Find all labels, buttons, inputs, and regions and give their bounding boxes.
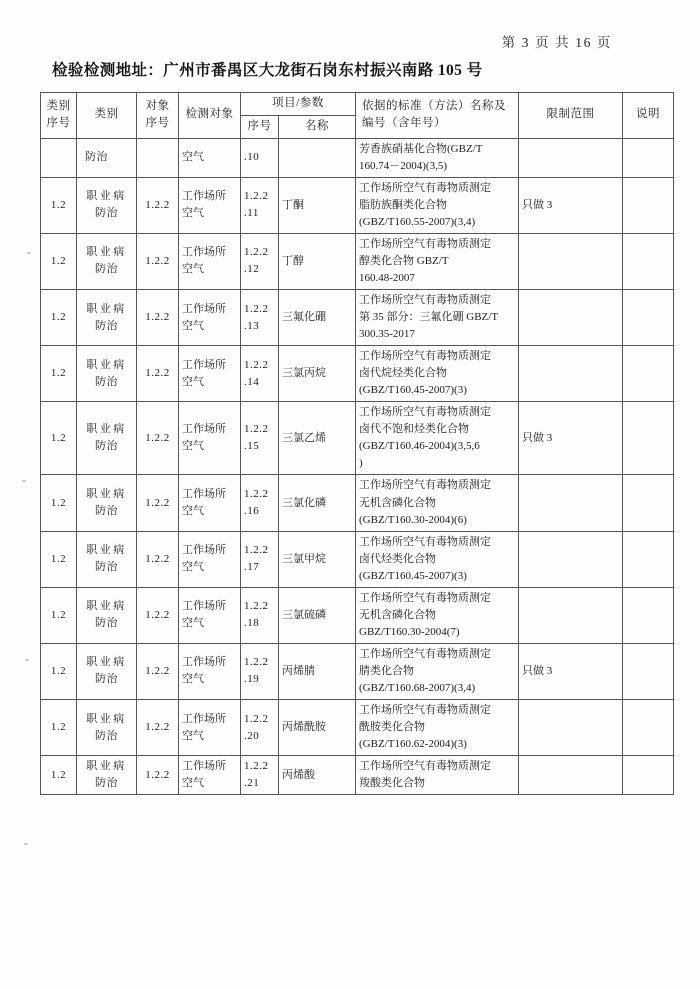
header-item-no: 序号: [241, 115, 279, 138]
cell-category-line1: 职业病: [86, 600, 127, 613]
cell-limit: 只做 3: [519, 177, 623, 233]
cell-standard-line: (GBZ/T160.45-2007)(3): [359, 569, 467, 582]
cell-standard-line: 工作场所空气有毒物质测定: [359, 237, 492, 250]
cell-standard-line: 工作场所空气有毒物质测定: [359, 760, 492, 773]
cell-standard: [356, 290, 519, 346]
cell-category-line2: 防治: [95, 207, 118, 220]
cell-category-line2: 防治: [95, 319, 118, 332]
cell-item-no: [241, 531, 279, 587]
cell-standard-line: 工作场所空气有毒物质测定: [359, 181, 492, 194]
cell-standard: [356, 700, 519, 756]
cell-standard-line: (GBZ/T160.68-2007)(3,4): [359, 681, 476, 694]
cell-item-name: [279, 138, 356, 177]
cell-item-no-line1: 1.2.2: [244, 487, 269, 500]
cell-category: [77, 756, 137, 795]
table-row: [41, 643, 674, 699]
cell-standard-line: 酰胺类化合物: [359, 721, 426, 734]
cell-object-line1: 工作场所: [182, 600, 226, 613]
cell-object-no: 1.2.2: [137, 402, 179, 475]
table-header-row-1: [41, 93, 674, 116]
cell-standard: [356, 138, 519, 177]
cell-object-line2: 空气: [182, 505, 204, 518]
header-standard-line2: 编号（含年号）: [362, 117, 447, 130]
cell-item-no: [241, 475, 279, 531]
cell-object-line1: 空气: [182, 151, 204, 164]
cell-object-no: 1.2.2: [137, 475, 179, 531]
scan-speck: [27, 252, 31, 254]
cell-category-line1: 职业病: [86, 246, 127, 259]
cell-item-no-line1: 1.2.2: [244, 544, 269, 557]
cell-item-name: 丙烯腈: [279, 643, 356, 699]
cell-item-no-line2: .19: [244, 673, 260, 686]
table-row: [41, 475, 674, 531]
cell-item-name: 三氯乙烯: [279, 402, 356, 475]
page-number: 第 3 页 共 16 页: [501, 35, 612, 50]
cell-object: [179, 290, 241, 346]
inspection-address-line: 检验检测地址：广州市番禺区大龙街石岗东村振兴南路 105 号: [52, 62, 483, 79]
cell-item-no-line1: 1.2.2: [244, 190, 269, 203]
cell-standard-line: (GBZ/T160.30-2004)(6): [359, 513, 467, 526]
cell-category: [77, 643, 137, 699]
scan-speck: [24, 843, 28, 845]
table-row: [41, 138, 674, 177]
cell-item-no-line1: 1.2.2: [244, 600, 269, 613]
cell-standard-line: 醇类化合物 GBZ/T: [359, 254, 449, 267]
cell-item-no-line2: .16: [244, 505, 260, 518]
cell-item-name: 丁酮: [279, 177, 356, 233]
table-row: [41, 402, 674, 475]
cell-category: [77, 531, 137, 587]
cell-standard-line: 羧酸类化合物: [359, 777, 426, 790]
cell-note: [623, 290, 674, 346]
table-row: [41, 531, 674, 587]
cell-item-name: 三氯丙烷: [279, 346, 356, 402]
table-row: [41, 346, 674, 402]
cell-standard-line: 无机含磷化合物: [359, 496, 437, 509]
cell-category-no: 1.2: [41, 290, 77, 346]
cell-object-no: 1.2.2: [137, 233, 179, 289]
cell-standard-line: (GBZ/T160.45-2007)(3): [359, 384, 467, 397]
cell-item-name: 三氟化硼: [279, 290, 356, 346]
cell-item-name: 三氯硫磷: [279, 587, 356, 643]
cell-item-no: [241, 177, 279, 233]
cell-object: [179, 531, 241, 587]
table-row: [41, 756, 674, 795]
cell-object-no: 1.2.2: [137, 177, 179, 233]
cell-limit: 只做 3: [519, 643, 623, 699]
cell-item-no-line2: .14: [244, 375, 260, 388]
cell-standard: [356, 587, 519, 643]
table-row: [41, 233, 674, 289]
cell-standard-line: 卤代烃类化合物: [359, 552, 437, 565]
cell-object-line2: 空气: [182, 777, 204, 790]
cell-category-no: 1.2: [41, 475, 77, 531]
cell-object: [179, 177, 241, 233]
cell-category-no: 1.2: [41, 346, 77, 402]
cell-limit: [519, 138, 623, 177]
cell-category-line1: 职业病: [86, 302, 127, 315]
header-object-no: [137, 93, 179, 139]
header-item-group: 项目/参数: [241, 93, 356, 116]
cell-category-line1: 职业病: [86, 190, 127, 203]
table-body: [41, 138, 674, 795]
cell-standard-line: 脂肪族酮类化合物: [359, 198, 448, 211]
header-note: 说明: [623, 93, 674, 139]
cell-item-no: [241, 700, 279, 756]
cell-item-no: [241, 346, 279, 402]
cell-limit: 只做 3: [519, 402, 623, 475]
cell-object-line2: 空气: [182, 440, 204, 453]
cell-item-name: 丙烯酸: [279, 756, 356, 795]
scan-speck: [25, 659, 29, 661]
cell-item-no-line2: .13: [244, 319, 260, 332]
header-item-name: 名称: [279, 115, 356, 138]
cell-item-no: [241, 138, 279, 177]
cell-category-line1: 职业病: [86, 544, 127, 557]
cell-item-no: [241, 643, 279, 699]
header-limit: 限制范围: [519, 93, 623, 139]
cell-object-no: [137, 138, 179, 177]
cell-object-line2: 空气: [182, 561, 204, 574]
cell-note: [623, 346, 674, 402]
cell-item-no-line2: .21: [244, 777, 260, 790]
cell-category-line2: 防治: [95, 263, 118, 276]
header-object-no-line2: 序号: [145, 117, 170, 130]
cell-standard-line: (GBZ/T160.55-2007)(3,4): [359, 215, 476, 228]
cell-category-no: 1.2: [41, 587, 77, 643]
cell-object: [179, 700, 241, 756]
certification-scope-table-wrap: [40, 92, 673, 795]
cell-object-no: 1.2.2: [137, 531, 179, 587]
certification-scope-table: [40, 92, 674, 795]
cell-object-line1: 工作场所: [182, 246, 226, 259]
cell-limit: [519, 587, 623, 643]
cell-limit: [519, 756, 623, 795]
cell-category: [77, 700, 137, 756]
table-row: [41, 177, 674, 233]
header-category-no: [41, 93, 77, 139]
cell-standard: [356, 177, 519, 233]
cell-object-no: 1.2.2: [137, 643, 179, 699]
cell-standard-line: 腈类化合物: [359, 664, 415, 677]
cell-standard-line: 工作场所空气有毒物质测定: [359, 591, 492, 604]
cell-standard-line: (GBZ/T160.62-2004)(3): [359, 738, 467, 751]
cell-object-line2: 空气: [182, 673, 204, 686]
cell-object-line2: 空气: [182, 617, 204, 630]
cell-object-line1: 工作场所: [182, 760, 226, 773]
cell-category-line1: 职业病: [86, 358, 127, 371]
cell-item-no-line2: .15: [244, 440, 260, 453]
cell-item-name: 丙烯酰胺: [279, 700, 356, 756]
cell-category-line2: 防治: [95, 505, 118, 518]
cell-category-no: [41, 138, 77, 177]
cell-object-line2: 空气: [182, 263, 204, 276]
cell-standard-line: (GBZ/T160.46-2004)(3,5,6: [359, 440, 480, 453]
cell-category-line2: 防治: [95, 561, 118, 574]
header-category-no-line1: 类别: [46, 99, 71, 112]
cell-standard-line: 卤代不饱和烃类化合物: [359, 423, 470, 436]
cell-item-no: [241, 402, 279, 475]
cell-item-no-line2: .11: [244, 207, 259, 220]
scan-speck: [22, 480, 26, 482]
cell-item-no-line2: .17: [244, 561, 260, 574]
cell-limit: [519, 346, 623, 402]
cell-object: [179, 756, 241, 795]
cell-standard-line: 工作场所空气有毒物质测定: [359, 406, 492, 419]
cell-object-line1: 工作场所: [182, 190, 226, 203]
table-row: [41, 290, 674, 346]
cell-item-no: [241, 290, 279, 346]
cell-item-name: 三氯甲烷: [279, 531, 356, 587]
cell-standard: [356, 346, 519, 402]
cell-object: [179, 402, 241, 475]
cell-object-line2: 空气: [182, 375, 204, 388]
cell-object-line1: 工作场所: [182, 712, 226, 725]
cell-object-line1: 工作场所: [182, 656, 226, 669]
cell-category-line2: 防治: [95, 729, 118, 742]
cell-object-line2: 空气: [182, 207, 204, 220]
cell-category-line1: 防治: [85, 151, 108, 164]
header-category: 类别: [77, 93, 137, 139]
table-header: [41, 93, 674, 139]
cell-category-no: 1.2: [41, 531, 77, 587]
cell-category-line1: 职业病: [86, 423, 127, 436]
header-object-no-line1: 对象: [145, 99, 170, 112]
cell-note: [623, 531, 674, 587]
cell-object-line2: 空气: [182, 729, 204, 742]
cell-object-no: 1.2.2: [137, 756, 179, 795]
cell-object: [179, 138, 241, 177]
cell-object: [179, 643, 241, 699]
cell-standard-line: 卤代烷烃类化合物: [359, 367, 448, 380]
cell-object-no: 1.2.2: [137, 587, 179, 643]
header-standard: [356, 93, 519, 139]
cell-standard-line: 无机含磷化合物: [359, 608, 437, 621]
cell-item-name: 三氯化磷: [279, 475, 356, 531]
cell-standard-line: 工作场所空气有毒物质测定: [359, 479, 492, 492]
cell-object-no: 1.2.2: [137, 290, 179, 346]
header-standard-line1: 依据的标准（方法）名称及: [362, 99, 507, 112]
cell-category-line1: 职业病: [86, 712, 127, 725]
cell-note: [623, 233, 674, 289]
cell-standard-line: 工作场所空气有毒物质测定: [359, 704, 492, 717]
cell-note: [623, 475, 674, 531]
cell-category: [77, 475, 137, 531]
cell-note: [623, 177, 674, 233]
cell-category: [77, 290, 137, 346]
cell-category-line2: 防治: [95, 777, 118, 790]
cell-limit: [519, 531, 623, 587]
cell-category-line2: 防治: [95, 617, 118, 630]
cell-object-line1: 工作场所: [182, 423, 226, 436]
cell-object-no: 1.2.2: [137, 346, 179, 402]
cell-category-line2: 防治: [95, 375, 118, 388]
cell-limit: [519, 290, 623, 346]
cell-category-line2: 防治: [95, 673, 118, 686]
cell-standard-line: 工作场所空气有毒物质测定: [359, 350, 492, 363]
cell-standard-line: 160.74－2004)(3,5): [359, 159, 448, 172]
cell-standard: [356, 402, 519, 475]
header-object: 检测对象: [179, 93, 241, 139]
cell-item-no-line1: 1.2.2: [244, 760, 269, 773]
cell-item-no-line1: 1.2.2: [244, 712, 269, 725]
table-row: [41, 587, 674, 643]
cell-item-no: [241, 756, 279, 795]
cell-standard: [356, 643, 519, 699]
cell-standard: [356, 475, 519, 531]
cell-category: [77, 346, 137, 402]
cell-item-no-line1: 1.2.2: [244, 302, 269, 315]
cell-object-line1: 工作场所: [182, 302, 226, 315]
cell-item-no-line2: .20: [244, 729, 260, 742]
cell-object: [179, 475, 241, 531]
cell-object-line1: 工作场所: [182, 544, 226, 557]
cell-item-no: [241, 587, 279, 643]
cell-note: [623, 587, 674, 643]
cell-category: [77, 177, 137, 233]
cell-category-no: 1.2: [41, 402, 77, 475]
cell-item-no-line2: .18: [244, 617, 260, 630]
cell-note: [623, 138, 674, 177]
cell-standard: [356, 233, 519, 289]
cell-item-no-line2: .12: [244, 263, 260, 276]
cell-category-line1: 职业病: [86, 760, 127, 773]
cell-standard-line: 芳香族硝基化合物(GBZ/T: [359, 142, 483, 155]
cell-object: [179, 233, 241, 289]
cell-standard-line: 第 35 部分：三氟化硼 GBZ/T: [359, 311, 499, 324]
table-row: [41, 700, 674, 756]
cell-category-line2: 防治: [95, 440, 118, 453]
cell-limit: [519, 233, 623, 289]
cell-item-no-line1: 1.2.2: [244, 423, 269, 436]
cell-standard: [356, 756, 519, 795]
cell-object: [179, 587, 241, 643]
cell-category: [77, 587, 137, 643]
cell-object: [179, 346, 241, 402]
cell-category-line1: 职业病: [86, 487, 127, 500]
cell-item-name: 丁醇: [279, 233, 356, 289]
cell-category-no: 1.2: [41, 233, 77, 289]
cell-category: [77, 138, 137, 177]
cell-object-line1: 工作场所: [182, 487, 226, 500]
cell-limit: [519, 700, 623, 756]
cell-category: [77, 402, 137, 475]
cell-category: [77, 233, 137, 289]
cell-item-no: [241, 233, 279, 289]
cell-standard-line: 300.35-2017: [359, 328, 415, 341]
cell-note: [623, 402, 674, 475]
cell-standard-line: GBZ/T160.30-2004(7): [359, 625, 460, 638]
cell-item-no-line1: .10: [244, 151, 260, 164]
cell-object-line1: 工作场所: [182, 358, 226, 371]
cell-note: [623, 756, 674, 795]
cell-limit: [519, 475, 623, 531]
cell-category-no: 1.2: [41, 177, 77, 233]
cell-standard: [356, 531, 519, 587]
cell-standard-line: ): [359, 457, 363, 470]
cell-item-no-line1: 1.2.2: [244, 246, 269, 259]
cell-note: [623, 700, 674, 756]
cell-item-no-line1: 1.2.2: [244, 358, 269, 371]
cell-standard-line: 工作场所空气有毒物质测定: [359, 535, 492, 548]
cell-standard-line: 工作场所空气有毒物质测定: [359, 294, 492, 306]
cell-category-line1: 职业病: [86, 656, 127, 669]
cell-object-line2: 空气: [182, 319, 204, 332]
cell-note: [623, 643, 674, 699]
cell-category-no: 1.2: [41, 756, 77, 795]
cell-category-no: 1.2: [41, 700, 77, 756]
header-category-no-line2: 序号: [46, 117, 71, 130]
cell-item-no-line1: 1.2.2: [244, 656, 269, 669]
cell-standard-line: 160.48-2007: [359, 271, 415, 284]
cell-object-no: 1.2.2: [137, 700, 179, 756]
cell-standard-line: 工作场所空气有毒物质测定: [359, 647, 492, 660]
cell-category-no: 1.2: [41, 643, 77, 699]
